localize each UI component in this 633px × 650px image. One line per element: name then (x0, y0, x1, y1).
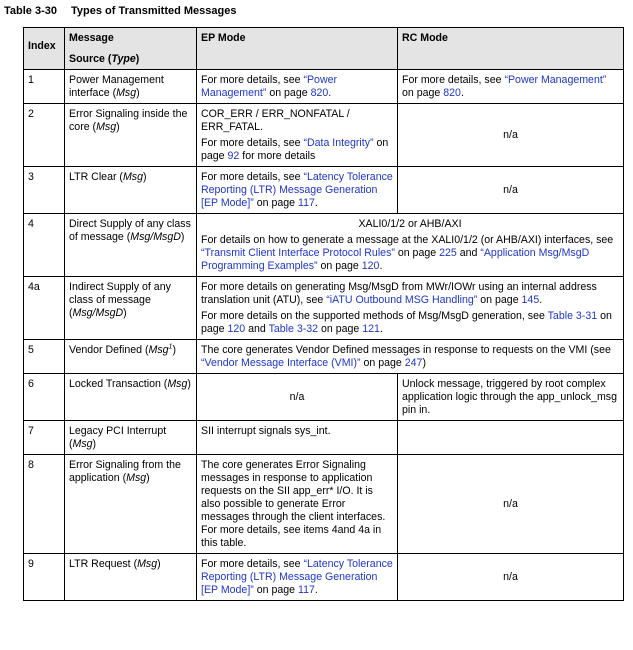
table-row (24, 277, 624, 340)
cell-source: Direct Supply of any class of message (Msg/MsgD) (65, 214, 197, 277)
cell-source: LTR Clear (Msg) (65, 167, 197, 214)
cell-rc: Unlock message, triggered by root complex application logic through the app_unlock_msg pin in. (398, 374, 624, 421)
page-link[interactable]: 225 (439, 247, 457, 259)
cell-ep-rc: For more details on generating Msg/MsgD from MWr/IOWr using an internal address translation unit (ATU), see “iATU Outbound MSG Handling” on page 145. For more details on the supported methods of Msg/MsgD generation, see Table 3-31 on page 120 and Table 3-32 on page 121. (197, 277, 624, 340)
cell-rc (398, 421, 624, 455)
cell-index: 2 (24, 104, 65, 167)
cell-index: 9 (24, 554, 65, 601)
page-link[interactable]: 247 (404, 357, 423, 369)
cell-ep: COR_ERR / ERR_NONFATAL / ERR_FATAL. For more details, see “Data Integrity” on page 92 for more details (197, 104, 398, 167)
table-row (24, 554, 624, 601)
table-row (24, 214, 624, 277)
cell-ep: For more details, see “Latency Tolerance Reporting (LTR) Message Generation [EP Mode]” on page 117. (197, 167, 398, 214)
header-rc-mode: RC Mode (398, 28, 624, 70)
cell-source: Vendor Defined (Msg$^1$) (65, 340, 197, 374)
page-link[interactable]: 145 (521, 294, 540, 306)
cell-index: 3 (24, 167, 65, 214)
cell-source: Indirect Supply of any class of message (Msg/MsgD) (65, 277, 197, 340)
link-ltr-message-generation[interactable]: “Latency Tolerance Reporting (LTR) Message Generation [EP Mode]” (201, 171, 393, 209)
table-row (24, 374, 624, 421)
transmitted-messages-table (23, 27, 624, 601)
page-link[interactable]: 117 (298, 584, 315, 596)
link-ltr-message-generation[interactable]: “Latency Tolerance Reporting (LTR) Message Generation [EP Mode]” (201, 558, 393, 596)
cell-ep: The core generates Error Signaling messages in response to application requests on the SII app_err* I/O. It is also possible to generate Error messages through the client interfaces. For more details, see items 4and 4a in this table. (197, 455, 398, 554)
link-vendor-message-interface[interactable]: “Vendor Message Interface (VMI)” (201, 357, 361, 369)
cell-rc: n/a (398, 167, 624, 214)
page-link[interactable]: 92 (227, 150, 240, 162)
cell-index: 6 (24, 374, 65, 421)
table-number: Table 3-30 (4, 5, 57, 17)
link-data-integrity[interactable]: “Data Integrity” (303, 137, 374, 149)
cell-ep: SII interrupt signals sys_int. (197, 421, 398, 455)
table-row (24, 455, 624, 554)
cell-rc: For more details, see “Power Management” on page 820. (398, 70, 624, 104)
cell-index: 4a (24, 277, 65, 340)
link-power-management[interactable]: “Power Management” (201, 74, 338, 99)
header-message-source: Message Source (Type) (65, 28, 197, 70)
page-link[interactable]: 820 (310, 87, 329, 99)
cell-source: LTR Request (Msg) (65, 554, 197, 601)
header-ep-mode: EP Mode (197, 28, 398, 70)
cell-source: Error Signaling inside the core (Msg) (65, 104, 197, 167)
cell-index: 5 (24, 340, 65, 374)
link-table-3-31[interactable]: Table 3-31 (547, 310, 598, 322)
table-row (24, 421, 624, 455)
page-link[interactable]: 120 (361, 260, 380, 272)
cell-source: Legacy PCI Interrupt (Msg) (65, 421, 197, 455)
header-row (24, 28, 624, 70)
table-row (24, 167, 624, 214)
table-title: Types of Transmitted Messages (71, 5, 237, 17)
page-link[interactable]: 820 (443, 87, 461, 99)
cell-ep: n/a (197, 374, 398, 421)
table-row (24, 104, 624, 167)
link-table-3-32[interactable]: Table 3-32 (268, 323, 319, 335)
cell-index: 8 (24, 455, 65, 554)
table-row (24, 340, 624, 374)
page-link[interactable]: 121 (362, 323, 380, 335)
page-link[interactable]: 117 (298, 197, 315, 209)
table-row (24, 70, 624, 104)
cell-rc: n/a (398, 104, 624, 167)
link-application-programming-examples[interactable]: “Application Msg/MsgD Programming Examples” (201, 247, 590, 272)
cell-source: Error Signaling from the application (Msg) (65, 455, 197, 554)
cell-index: 4 (24, 214, 65, 277)
cell-ep: For more details, see “Power Management” on page 820. (197, 70, 398, 104)
cell-rc: n/a (398, 455, 624, 554)
link-transmit-client-interface[interactable]: “Transmit Client Interface Protocol Rules” (201, 247, 395, 259)
cell-ep: For more details, see “Latency Tolerance Reporting (LTR) Message Generation [EP Mode]” on page 117. (197, 554, 398, 601)
cell-index: 1 (24, 70, 65, 104)
link-power-management[interactable]: “Power Management” (504, 74, 607, 86)
header-index: Index (24, 28, 65, 70)
cell-ep-rc: The core generates Vendor Defined messages in response to requests on the VMI (see “Vendor Message Interface (VMI)” on page 247) (197, 340, 624, 374)
page-link[interactable]: 120 (227, 323, 246, 335)
table-caption (4, 5, 236, 17)
cell-index: 7 (24, 421, 65, 455)
cell-rc: n/a (398, 554, 624, 601)
cell-source: Locked Transaction (Msg) (65, 374, 197, 421)
cell-ep-rc: XALI0/1/2 or AHB/AXI For details on how to generate a message at the XALI0/1/2 (or AHB/AXI) interfaces, see “Transmit Client Interface Protocol Rules” on page 225 and “Application Msg/MsgD Programming Examples” on page 120. (197, 214, 624, 277)
link-iatu-outbound[interactable]: “iATU Outbound MSG Handling” (326, 294, 478, 306)
cell-source: Power Management interface (Msg) (65, 70, 197, 104)
